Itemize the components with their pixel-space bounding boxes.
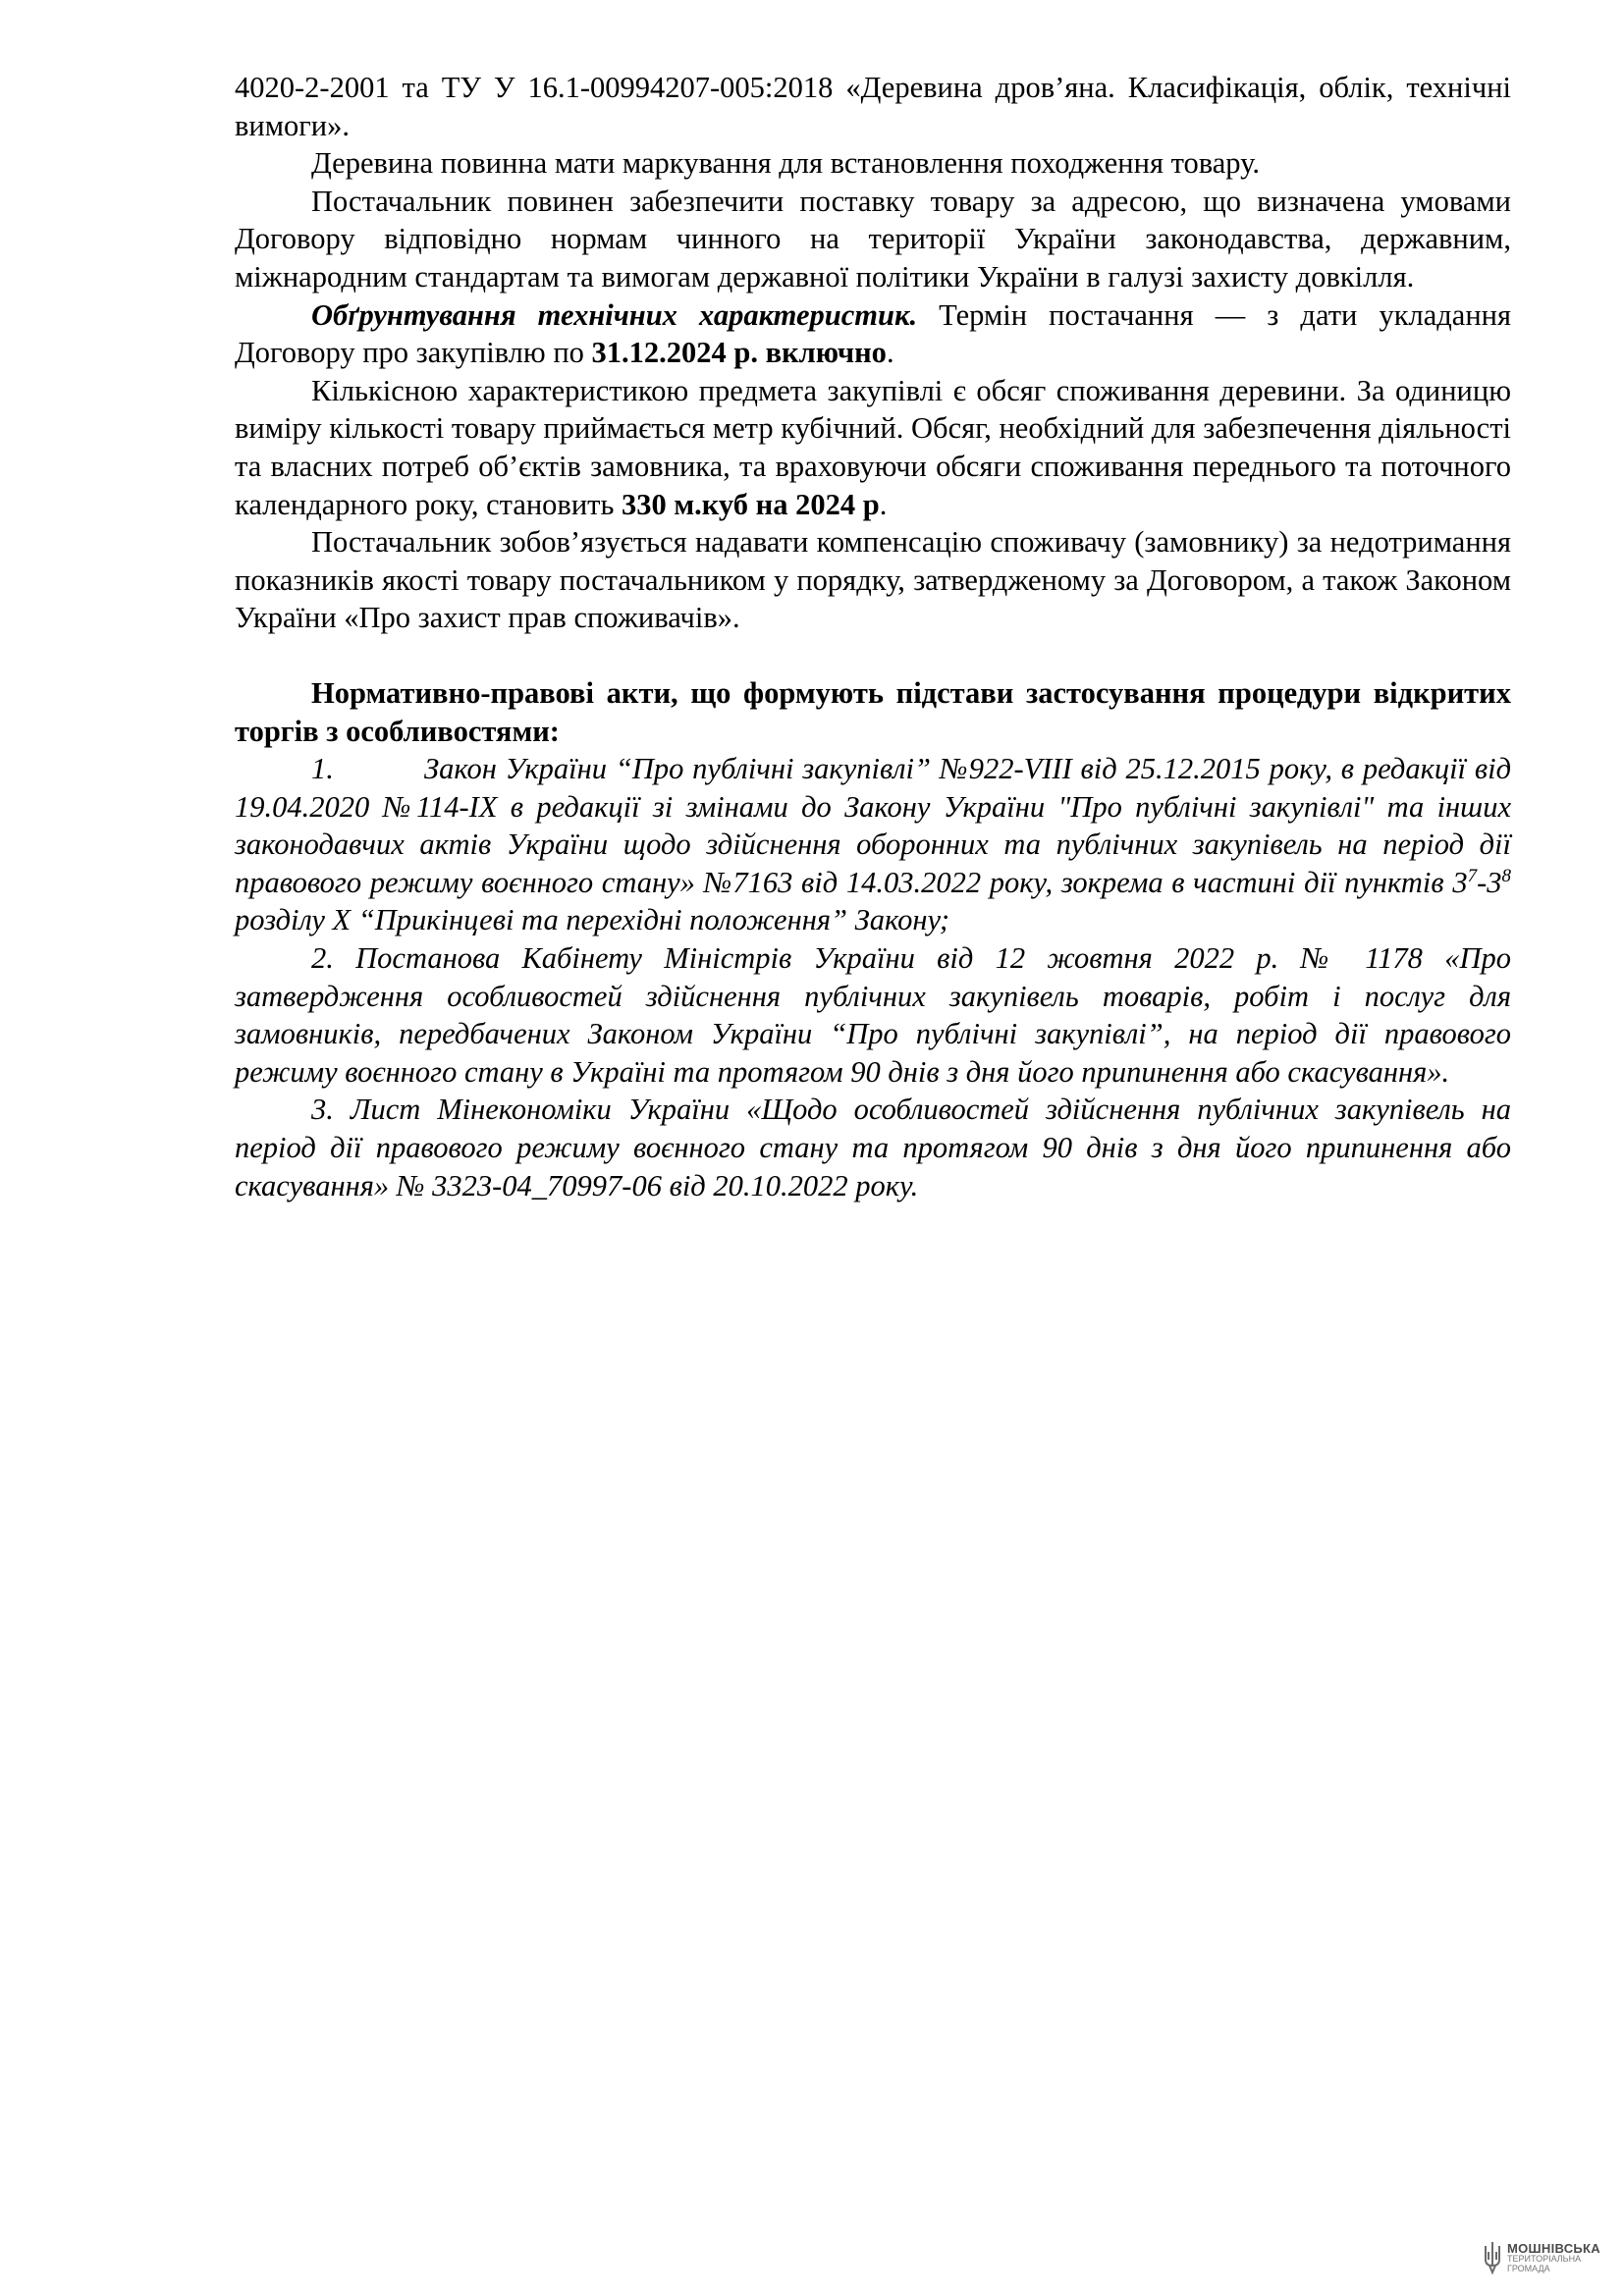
justification-label: Обґрунтування технічних характеристик.	[311, 297, 918, 332]
paragraph-compensation: Постачальник зобов’язується надавати компенсацію споживачу (замовнику) за недотримання показників якості товару постачальником у порядку, затвердженому за Договором, а також Законом України «Про захист прав споживачів».	[235, 525, 1511, 635]
legal-act-item	[235, 939, 1511, 1091]
quantity-end: .	[879, 487, 888, 521]
legal-act-text: Закон України “Про публічні закупівлі” №922-VIII від 25.12.2015 року, в редакції від 19.04.2020 №114-IX в редакції зі змінами до Закону України "Про публічні закупівлі" та інших законодавчих актів України щодо здійснення оборонних та публічних закупівель на період дії правового режиму воєнного стану» №7163 від 14.03.2022 року, зокрема в частині дії пунктів 3	[235, 752, 1511, 899]
delivery-deadline: 31.12.2024 р. включно	[591, 336, 887, 370]
quantity-volume: 330 м.куб на 2024 р	[622, 487, 880, 521]
legal-act-item	[235, 750, 1511, 939]
legal-act-text: 3. Лист Мінекономіки України «Щодо особливостей здійснення публічних закупівель на період дії правового режиму воєнного стану та протягом 90 днів з дня його припинення або скасування» № 3323-04_70997-06 від 20.10.2022 року.	[235, 1093, 1511, 1202]
superscript: 8	[1501, 865, 1511, 886]
community-logo	[1482, 2236, 1619, 2279]
logo-line: МОШНІВСЬКА	[1507, 2240, 1600, 2256]
document-body	[235, 69, 1511, 1204]
paragraph-justification	[235, 296, 1511, 372]
paragraph-standards: 4020-2-2001 та ТУ У 16.1-00994207-005:2018 «Деревина дров’яна. Класифікація, облік, технічні вимоги».	[235, 71, 1511, 142]
paragraph-marking: Деревина повинна мати маркування для встановлення походження товару.	[311, 146, 1260, 181]
logo-line: ТЕРИТОРІАЛЬНА	[1507, 2254, 1582, 2265]
logo-line: ГРОМАДА	[1507, 2263, 1550, 2273]
section-gap	[235, 637, 1511, 674]
paragraph-quantity	[235, 372, 1511, 523]
justification-text: Термін постачання — з дати укладання Договору про закупівлю по	[235, 297, 1512, 370]
superscript: 7	[1467, 865, 1478, 886]
legal-act-text: 2. Постанова Кабінету Міністрів України від 12 жовтня 2022 р. № 1178 «Про затвердження особливостей здійснення публічних закупівель товарів, робіт і послуг для замовників, передбачених Законом України “Про публічні закупівлі”, на період дії правового режиму воєнного стану в Україні та протягом 90 днів з дня його припинення або скасування».	[235, 941, 1511, 1089]
trident-icon	[1482, 2240, 1503, 2275]
legal-act-number: 1.	[311, 752, 334, 786]
legal-acts-heading: Нормативно-правові акти, що формують підстави застосування процедури відкритих торгів з особливостями:	[235, 675, 1511, 748]
paragraph-delivery: Постачальник повинен забезпечити поставку товару за адресою, що визначена умовами Договору відповідно нормам чинного на території України законодавства, державним, міжнародним стандартам та вимогам державної політики України в галузі захисту довкілля.	[235, 184, 1511, 294]
legal-acts-list	[235, 750, 1511, 1204]
legal-act-text: розділу X “Прикінцеві та перехідні положення” Закону;	[235, 903, 949, 937]
justification-end: .	[886, 336, 894, 370]
logo-text	[1507, 2242, 1600, 2274]
legal-act-item	[235, 1091, 1511, 1204]
quantity-text: Кількісною характеристикою предмета закупівлі є обсяг споживання деревини. За одиницю виміру кількості товару приймається метр кубічний. Обсяг, необхідний для забезпечення діяльності та власних потреб об’єктів замовника, та враховуючи обсяги споживання переднього та поточного календарного року, становить	[235, 373, 1511, 521]
legal-act-text: -3	[1477, 865, 1502, 899]
